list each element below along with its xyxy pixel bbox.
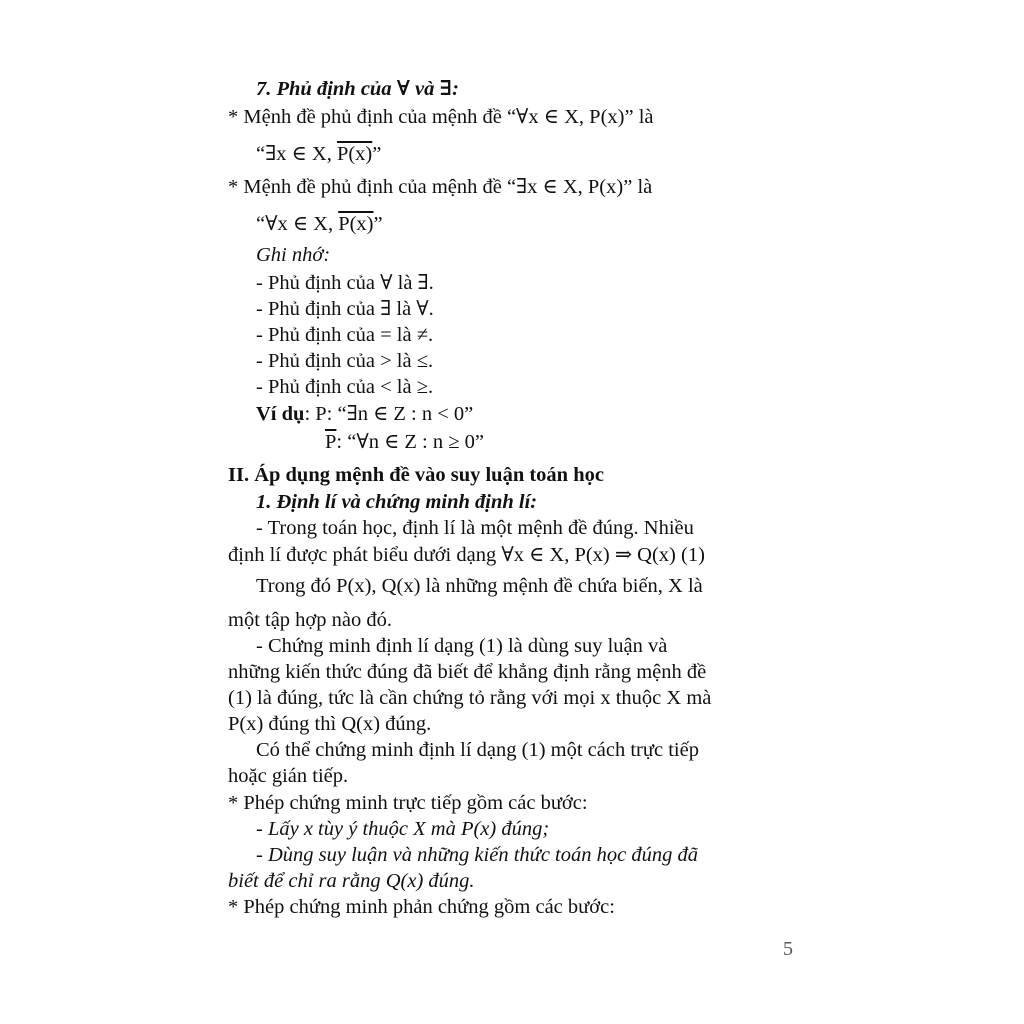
note-item: - Phủ định của < là ≥. bbox=[256, 376, 434, 398]
negation-exists-result: “∀x ∈ X, P(x)” bbox=[256, 213, 383, 235]
section-7-heading: 7. Phủ định của ∀ và ∃: bbox=[256, 78, 459, 100]
body-line: một tập hợp nào đó. bbox=[228, 609, 392, 631]
body-line: hoặc gián tiếp. bbox=[228, 765, 349, 787]
note-item: - Phủ định của ∃ là ∀. bbox=[256, 298, 434, 320]
body-line: * Phép chứng minh phản chứng gồm các bước: bbox=[228, 896, 615, 918]
body-line: P(x) đúng thì Q(x) đúng. bbox=[228, 713, 432, 735]
example-p: : P: “∃n ∈ Z : n < 0” bbox=[304, 403, 474, 425]
body-line: Trong đó P(x), Q(x) là những mệnh đề chứa biến, X là bbox=[256, 575, 703, 597]
page-number: 5 bbox=[783, 938, 793, 960]
body-line: - Trong toán học, định lí là một mệnh đề đúng. Nhiều bbox=[256, 517, 694, 539]
note-item: - Phủ định của ∀ là ∃. bbox=[256, 272, 434, 294]
body-line: - Lấy x tùy ý thuộc X mà P(x) đúng; bbox=[256, 818, 550, 840]
body-line: (1) là đúng, tức là cần chứng tỏ rằng với mọi x thuộc X mà bbox=[228, 687, 712, 709]
body-line: biết để chỉ ra rằng Q(x) đúng. bbox=[228, 870, 475, 892]
negation-exists-statement: * Mệnh đề phủ định của mệnh đề “∃x ∈ X, P(x)” là bbox=[228, 176, 653, 198]
example-label: Ví dụ bbox=[256, 403, 305, 425]
body-line: Có thể chứng minh định lí dạng (1) một cách trực tiếp bbox=[256, 739, 699, 761]
negation-overline: P(x) bbox=[336, 143, 373, 165]
negation-overline: $\overline{P}$ bbox=[325, 431, 337, 453]
body-line: những kiến thức đúng đã biết để khẳng định rằng mệnh đề bbox=[228, 661, 707, 683]
note-title: Ghi nhớ: bbox=[256, 244, 331, 266]
section-2-heading: II. Áp dụng mệnh đề vào suy luận toán học bbox=[228, 464, 604, 486]
negation-forall-result: “∃x ∈ X, P(x)” bbox=[256, 143, 382, 165]
body-line: - Dùng suy luận và những kiến thức toán học đúng đã bbox=[256, 844, 698, 866]
note-item: - Phủ định của = là ≠. bbox=[256, 324, 434, 346]
subsection-1-heading: 1. Định lí và chứng minh định lí: bbox=[256, 491, 538, 513]
note-item: - Phủ định của > là ≤. bbox=[256, 350, 434, 372]
body-line: - Chứng minh định lí dạng (1) là dùng suy luận và bbox=[256, 635, 668, 657]
negation-overline: P(x) bbox=[338, 213, 374, 235]
negation-forall-statement: * Mệnh đề phủ định của mệnh đề “∀x ∈ X, P(x)” là bbox=[228, 106, 654, 128]
body-line: định lí được phát biểu dưới dạng ∀x ∈ X, P(x) ⇒ Q(x) (1) bbox=[228, 544, 705, 566]
example-line bbox=[256, 402, 473, 426]
example-pbar: $\overline{P}$: “∀n ∈ Z : n ≥ 0” bbox=[325, 431, 484, 453]
body-line: * Phép chứng minh trực tiếp gồm các bước: bbox=[228, 792, 588, 814]
